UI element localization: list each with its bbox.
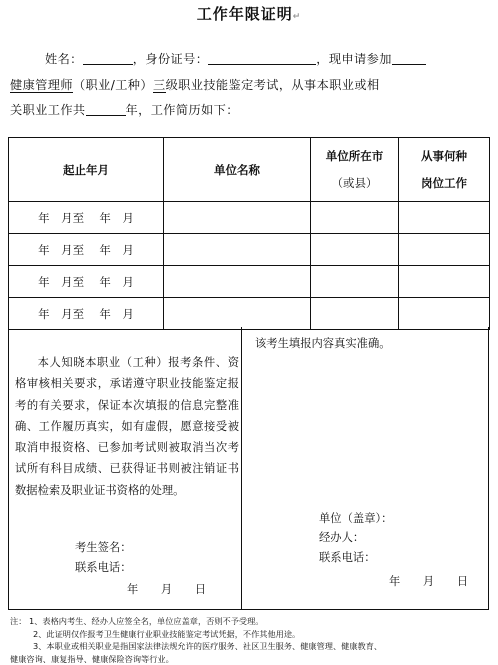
unit-cell[interactable] [164,266,311,298]
seal-label: 单位（盖章）： [319,512,393,525]
page-title: 工作年限证明↵ [196,5,302,23]
table-row [9,266,490,298]
table-row [9,298,490,330]
name-blank[interactable] [83,51,133,65]
header-post: 从事何种 岗位工作 [399,138,490,202]
signature-label: 考生签名： [75,541,132,554]
table-row [9,202,490,234]
years-suffix: 年，工作简历如下： [125,103,239,117]
title-text: 工作年限证明 [196,5,293,23]
years-prefix: 关职业工作共 [10,103,86,117]
years-blank[interactable] [86,102,126,116]
handler-label: 经办人： [319,531,365,544]
verify-text: 该考生填报内容真实准确。 [255,337,391,350]
level-text: 级职业技能鉴定考试，从事本职业或相 [165,78,380,92]
period-cell[interactable]: 年 月至 年 月 [9,234,164,266]
apply-blank[interactable] [392,51,426,65]
note-3: 3、本职业或相关职业是指国家法律法规允许的医疗服务、社区卫生服务、健康管理、健康教育、 [33,641,383,651]
unit-date: 年 月 日 [389,575,469,588]
location-cell[interactable] [311,234,399,266]
location-cell[interactable] [311,266,399,298]
signature-section [8,327,489,610]
note-3-continued: 健康咨询、康复指导、健康保险咨询等行业。 [10,653,174,664]
header-period: 起止年月 [9,138,164,202]
applicant-date: 年 月 日 [127,583,207,596]
post-cell[interactable] [399,234,490,266]
note-2: 2、此证明仅作报考卫生健康行业职业技能鉴定考试凭据，不作其他用途。 [33,628,301,639]
form-line-1 [45,50,426,67]
post-cell[interactable] [399,266,490,298]
form-line-2 [10,76,380,93]
period-cell[interactable]: 年 月至 年 月 [9,266,164,298]
notes [10,615,490,665]
occupation-hint: （职业/工种） [72,78,153,92]
unit-cell[interactable] [164,202,311,234]
period-cell[interactable]: 年 月至 年 月 [9,298,164,330]
occupation-value: 健康管理师 [10,78,73,92]
applicant-phone-label: 联系电话： [75,561,132,574]
section-divider [241,327,242,609]
unit-cell[interactable] [164,298,311,330]
work-history-table [8,137,490,330]
header-unit: 单位名称 [164,138,311,202]
note-1: 注： 1、表格内考生、经办人应签全名，单位应盖章，否则不予受理。 [10,616,264,626]
pledge-text: 本人知晓本职业（工种）报考条件、资格审核相关要求，承诺遵守职业技能鉴定报考的有关要求，保证本次填报的信息完整准确、工作履历真实，如有虚假，愿意接受被取消申报资格、已参加考试则被取消当次考试所有科目成绩、已获得证书则被注销证书数据检索及职业证书资格的处理。 [15,356,239,497]
post-cell[interactable] [399,298,490,330]
post-cell[interactable] [399,202,490,234]
location-cell[interactable] [311,298,399,330]
unit-phone-label: 联系电话： [319,551,376,564]
apply-text: ，现申请参加 [316,52,392,66]
table-row [9,234,490,266]
period-cell[interactable]: 年 月至 年 月 [9,202,164,234]
id-label: ，身份证号： [132,52,209,66]
form-line-3 [10,101,239,118]
unit-cell[interactable] [164,234,311,266]
name-label: 姓名： [45,52,83,66]
level-value: 三 [152,78,166,92]
location-cell[interactable] [311,202,399,234]
table-header-row [9,138,490,202]
header-location: 单位所在市 （或县） [311,138,399,202]
id-blank[interactable] [208,51,316,65]
